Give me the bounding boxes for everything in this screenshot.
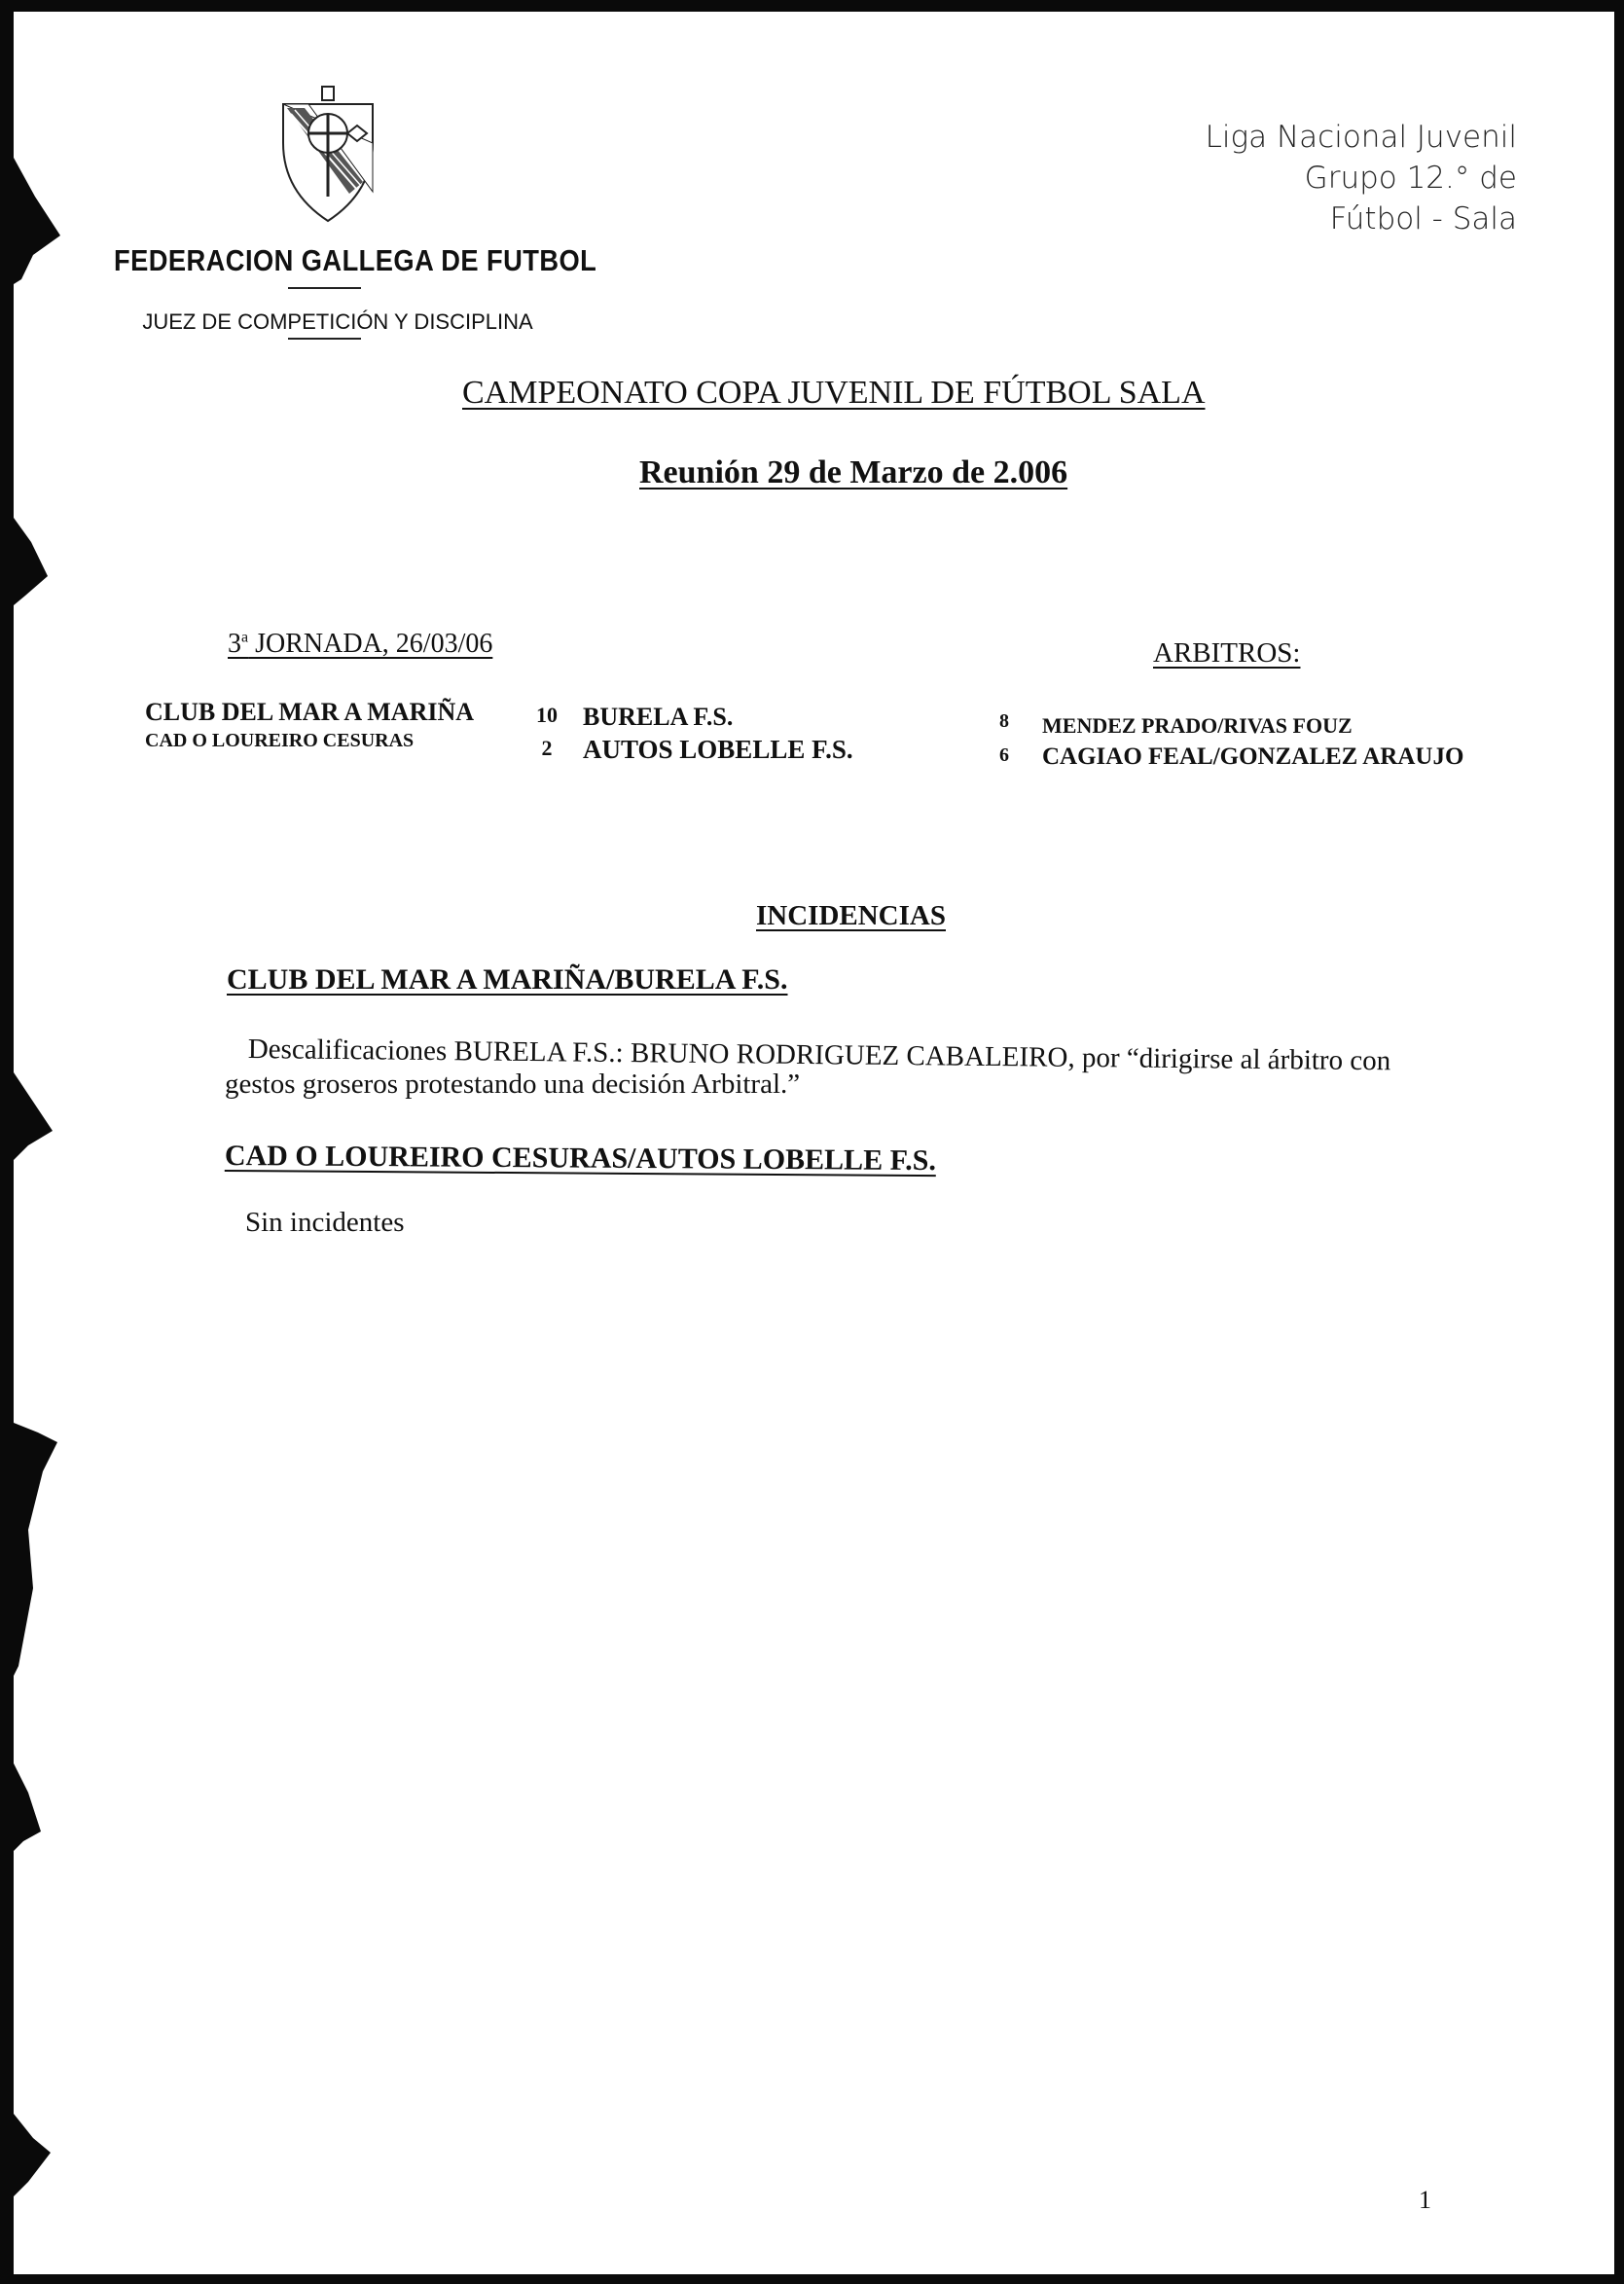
away-team: BURELA F.S. bbox=[583, 703, 734, 731]
incidencias-heading: INCIDENCIAS bbox=[756, 900, 946, 931]
liga-line-3: Fútbol - Sala bbox=[1329, 201, 1517, 236]
page-number: 1 bbox=[1419, 2186, 1431, 2214]
document-title: CAMPEONATO COPA JUVENIL DE FÚTBOL SALA bbox=[462, 375, 1206, 411]
away-team: AUTOS LOBELLE F.S. bbox=[583, 735, 853, 764]
torn-edge-marks bbox=[14, 12, 72, 2274]
federation-name: FEDERACION GALLEGA DE FUTBOL bbox=[114, 243, 597, 277]
federation-crest-logo bbox=[279, 85, 386, 231]
divider bbox=[288, 338, 361, 340]
document-page bbox=[14, 12, 1614, 2274]
meeting-date: Reunión 29 de Marzo de 2.006 bbox=[639, 454, 1068, 490]
divider bbox=[288, 287, 361, 289]
arbitros-heading: ARBITROS: bbox=[1153, 637, 1301, 669]
referees: CAGIAO FEAL/GONZALEZ ARAUJO bbox=[1042, 743, 1464, 770]
liga-line-2: Grupo 12.° de bbox=[1304, 161, 1517, 196]
incident-text: Descalificaciones BURELA F.S.: BRUNO RODRIGUEZ CABALEIRO, por “dirigirse al árbitro con bbox=[247, 1033, 1391, 1077]
away-score: 8 bbox=[999, 710, 1009, 732]
home-team: CAD O LOUREIRO CESURAS bbox=[145, 730, 415, 751]
incident-text: Sin incidentes bbox=[245, 1207, 405, 1238]
jornada-heading: 3$^a$ JORNADA, 26/03/06 bbox=[228, 629, 493, 659]
juez-subtitle: JUEZ DE COMPETICIÓN Y DISCIPLINA bbox=[142, 309, 533, 334]
home-score: 2 bbox=[541, 736, 553, 760]
liga-line-1: Liga Nacional Juvenil bbox=[1205, 120, 1517, 155]
home-team: CLUB DEL MAR A MARIÑA bbox=[145, 698, 475, 726]
incident-match-heading: CAD O LOUREIRO CESURAS/AUTOS LOBELLE F.S. bbox=[224, 1140, 937, 1178]
away-score: 6 bbox=[999, 744, 1009, 766]
incident-text: gestos groseros protestando una decisión Arbitral.” bbox=[225, 1069, 801, 1100]
home-score: 10 bbox=[536, 703, 558, 727]
incident-match-heading: CLUB DEL MAR A MARIÑA/BURELA F.S. bbox=[227, 963, 788, 996]
liga-heading bbox=[1206, 117, 1517, 239]
referees: MENDEZ PRADO/RIVAS FOUZ bbox=[1042, 713, 1353, 738]
